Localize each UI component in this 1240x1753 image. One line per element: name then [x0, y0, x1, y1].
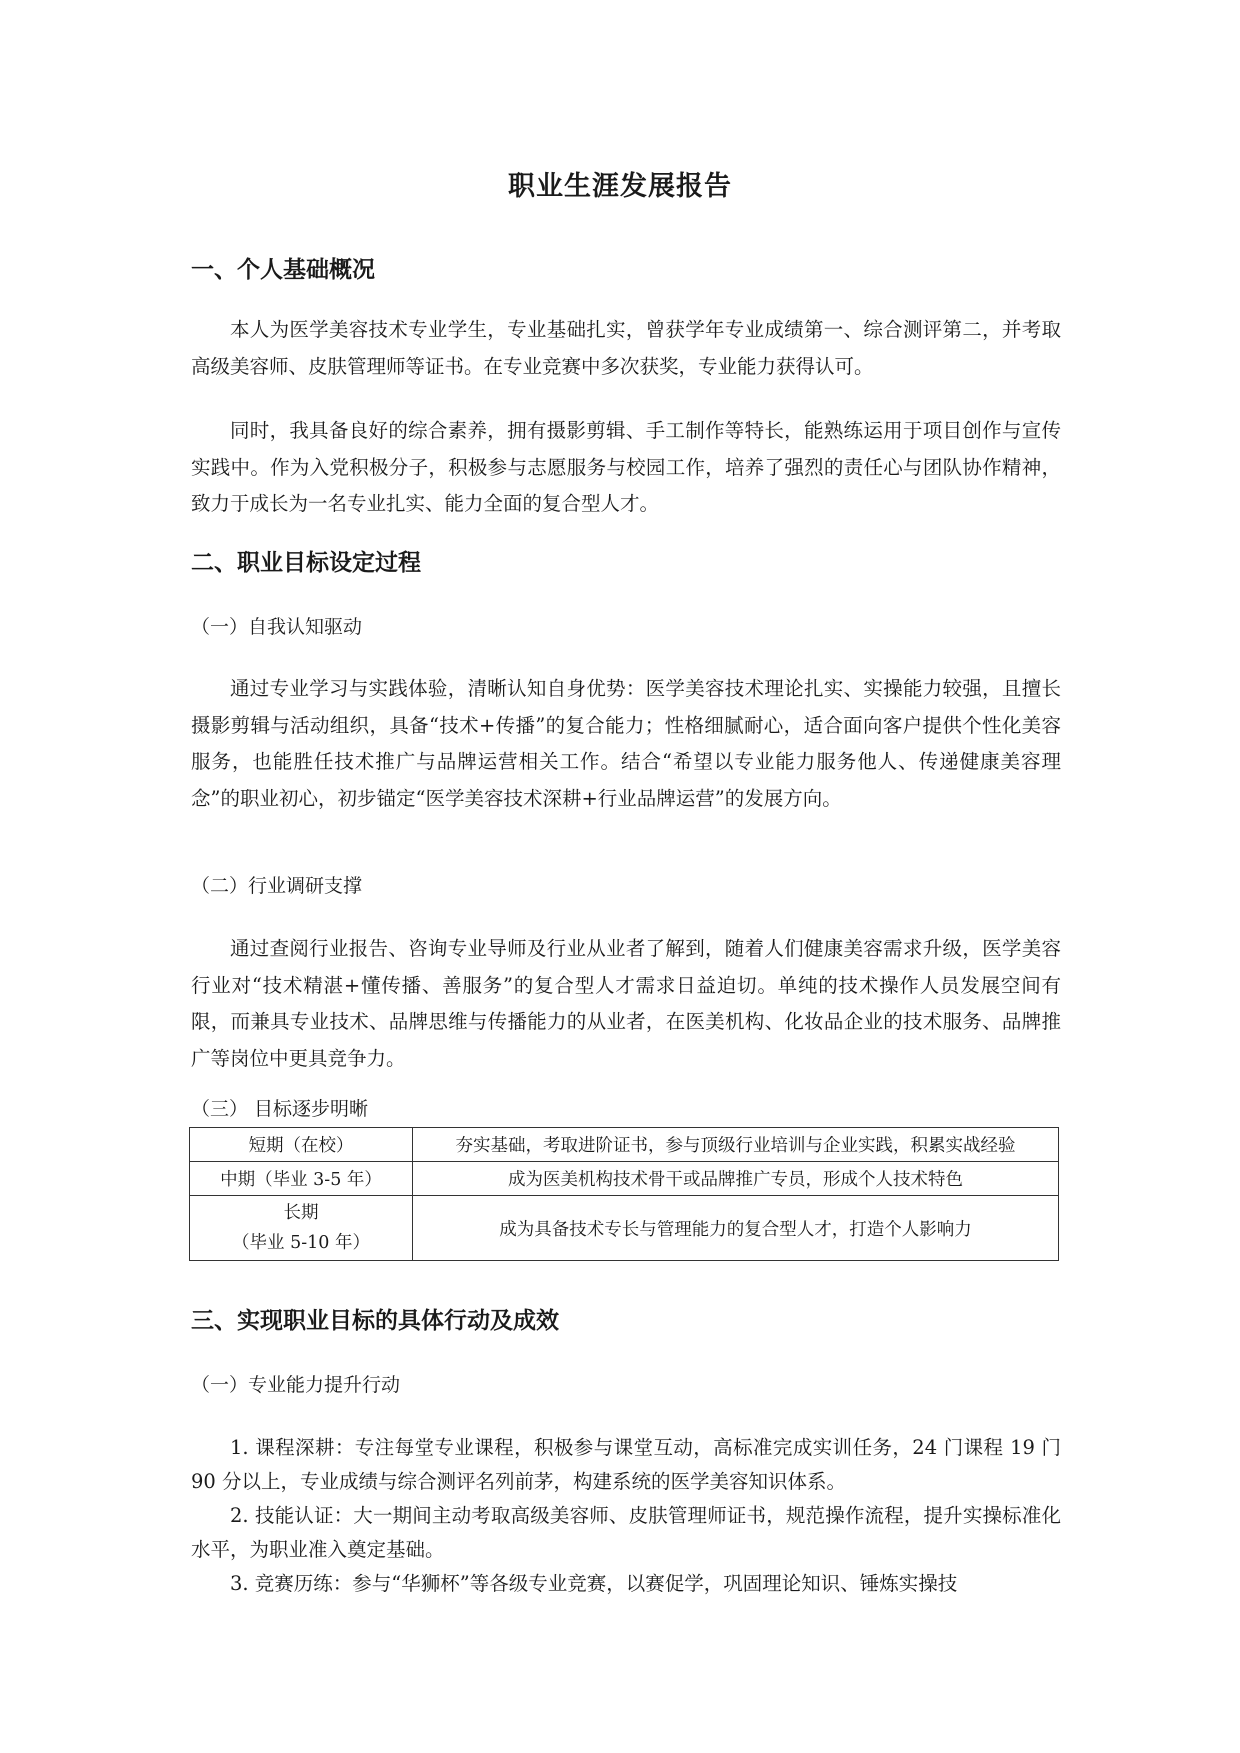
list-item: 1. 课程深耕：专注每堂专业课程，积极参与课堂互动，高标准完成实训任务，24 门课程 19 门 90 分以上，专业成绩与综合测评名列前茅，构建系统的医学美容知识体系。 [191, 1436, 1061, 1493]
table-row [190, 1128, 1059, 1162]
subsection-3-1-heading: （一）专业能力提升行动 [191, 1374, 401, 1396]
section-1-paragraph-1: 本人为医学美容技术专业学生，专业基础扎实，曾获学年专业成绩第一、综合测评第二，并考取高级美容师、皮肤管理师等证书。在专业竞赛中多次获奖，专业能力获得认可。 [191, 318, 1061, 378]
table-cell-goal: 成为医美机构技术骨干或品牌推广专员，形成个人技术特色 [413, 1162, 1059, 1196]
table-cell-term: 中期（毕业 3-5 年） [190, 1162, 413, 1196]
table-cell-term-line2: （毕业 5-10 年） [232, 1233, 370, 1253]
table-caption: （三） 目标逐步明晰 [191, 1098, 369, 1120]
subsection-2-1-paragraph: 通过专业学习与实践体验，清晰认知自身优势：医学美容技术理论扎实、实操能力较强，且擅长摄影剪辑与活动组织，具备“技术+传播”的复合能力；性格细腻耐心，适合面向客户提供个性化美容服务，也能胜任技术推广与品牌运营相关工作。结合“希望以专业能力服务他人、传递健康美容理念”的职业初心，初步锚定“医学美容技术深耕+行业品牌运营”的发展方向。 [191, 677, 1061, 810]
subsection-2-2-heading: （二）行业调研支撑 [191, 875, 363, 897]
subsection-2-2-paragraph: 通过查阅行业报告、咨询专业导师及行业从业者了解到，随着人们健康美容需求升级，医学美容行业对“技术精湛+懂传播、善服务”的复合型人才需求日益迫切。单纯的技术操作人员发展空间有限，而兼具专业技术、品牌思维与传播能力的从业者，在医美机构、化妆品企业的技术服务、品牌推广等岗位中更具竞争力。 [191, 937, 1061, 1070]
section-2-heading: 二、职业目标设定过程 [191, 549, 421, 576]
subsection-2-1-heading: （一）自我认知驱动 [191, 616, 363, 638]
document-title: 职业生涯发展报告 [508, 171, 732, 202]
table-cell-term [190, 1196, 413, 1261]
table-cell-goal: 夯实基础，考取进阶证书，参与顶级行业培训与企业实践，积累实战经验 [413, 1128, 1059, 1162]
goals-table [189, 1127, 1059, 1261]
list-item: 2. 技能认证：大一期间主动考取高级美容师、皮肤管理师证书，规范操作流程，提升实操标准化水平，为职业准入奠定基础。 [191, 1504, 1061, 1561]
table-cell-term: 短期（在校） [190, 1128, 413, 1162]
section-3-heading: 三、实现职业目标的具体行动及成效 [191, 1307, 559, 1334]
section-1-paragraph-2: 同时，我具备良好的综合素养，拥有摄影剪辑、手工制作等特长，能熟练运用于项目创作与宣传实践中。作为入党积极分子，积极参与志愿服务与校园工作，培养了强烈的责任心与团队协作精神，致力于成长为一名专业扎实、能力全面的复合型人才。 [191, 419, 1061, 515]
table-row [190, 1162, 1059, 1196]
table-row [190, 1196, 1059, 1261]
table-cell-goal: 成为具备技术专长与管理能力的复合型人才，打造个人影响力 [413, 1196, 1059, 1261]
section-1-heading: 一、个人基础概况 [191, 256, 375, 283]
list-item: 3. 竞赛历练：参与“华狮杯”等各级专业竞赛，以赛促学，巩固理论知识、锤炼实操技 [230, 1572, 958, 1595]
table-cell-term-line1: 长期 [283, 1203, 319, 1223]
